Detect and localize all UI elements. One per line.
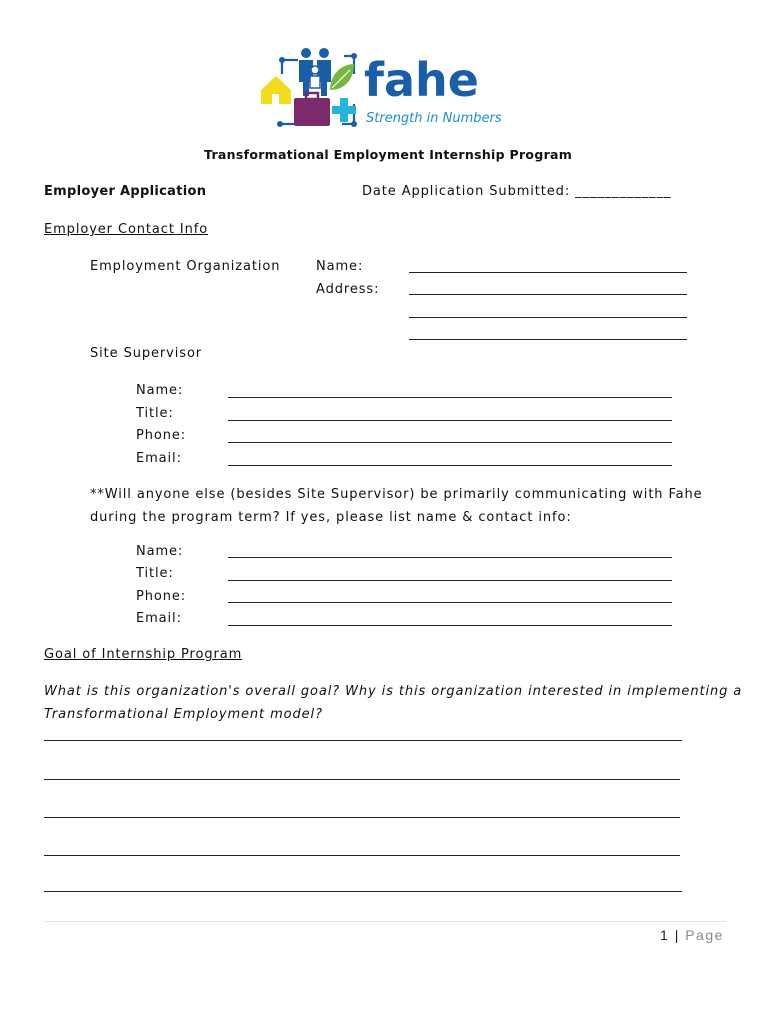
additional-email-label: Email: [136, 611, 182, 626]
supervisor-name-field[interactable] [228, 397, 672, 398]
document-title: Transformational Employment Internship Program [204, 147, 573, 162]
org-address-field-1[interactable] [409, 294, 687, 295]
additional-title-label: Title: [136, 566, 174, 581]
supervisor-title-label: Title: [136, 406, 174, 421]
supervisor-name-label: Name: [136, 383, 184, 398]
site-supervisor-heading: Site Supervisor [90, 346, 203, 361]
date-submitted-field[interactable]: _____________ [575, 184, 672, 199]
additional-contact-question-line1: **Will anyone else (besides Site Supervisor) be primarily communicating with Fahe [90, 487, 703, 502]
footer-divider [44, 921, 726, 922]
org-name-label: Name: [316, 259, 364, 274]
brand-tagline: Strength in Numbers [366, 111, 502, 126]
date-submitted-text: Date Application Submitted: [362, 184, 571, 199]
goal-answer-line-1[interactable] [44, 740, 682, 741]
org-address-label: Address: [316, 282, 380, 297]
goal-answer-line-2[interactable] [44, 779, 680, 780]
brand-wordmark: fahe [364, 53, 479, 107]
supervisor-phone-label: Phone: [136, 428, 187, 443]
employer-application-label: Employer Application [44, 184, 207, 199]
org-name-field[interactable] [409, 272, 687, 273]
page-number: 1 [660, 927, 670, 943]
goal-heading: Goal of Internship Program [44, 647, 243, 662]
additional-phone-label: Phone: [136, 589, 187, 604]
additional-title-field[interactable] [228, 580, 672, 581]
org-address-field-3[interactable] [409, 339, 687, 340]
employment-organization-label: Employment Organization [90, 259, 281, 274]
supervisor-title-field[interactable] [228, 420, 672, 421]
fahe-logo [258, 42, 508, 132]
employer-contact-heading: Employer Contact Info [44, 222, 209, 237]
additional-email-field[interactable] [228, 625, 672, 626]
goal-answer-line-5[interactable] [44, 891, 682, 892]
supervisor-email-field[interactable] [228, 465, 672, 466]
additional-name-label: Name: [136, 544, 184, 559]
supervisor-phone-field[interactable] [228, 442, 672, 443]
additional-name-field[interactable] [228, 557, 672, 558]
goal-question-line2: Transformational Employment model? [44, 707, 323, 722]
additional-phone-field[interactable] [228, 602, 672, 603]
additional-contact-question-line2: during the program term? If yes, please list name & contact info: [90, 510, 572, 525]
page-separator: | [674, 927, 680, 943]
logo-icon-cluster [261, 48, 357, 127]
goal-question-line1: What is this organization's overall goal? Why is this organization interested in implementing a [44, 684, 743, 699]
page-number-footer [660, 927, 724, 943]
org-address-field-2[interactable] [409, 317, 687, 318]
date-submitted-label [362, 184, 671, 199]
supervisor-email-label: Email: [136, 451, 182, 466]
goal-answer-line-3[interactable] [44, 817, 680, 818]
goal-answer-line-4[interactable] [44, 855, 680, 856]
page-label: Page [685, 927, 724, 943]
